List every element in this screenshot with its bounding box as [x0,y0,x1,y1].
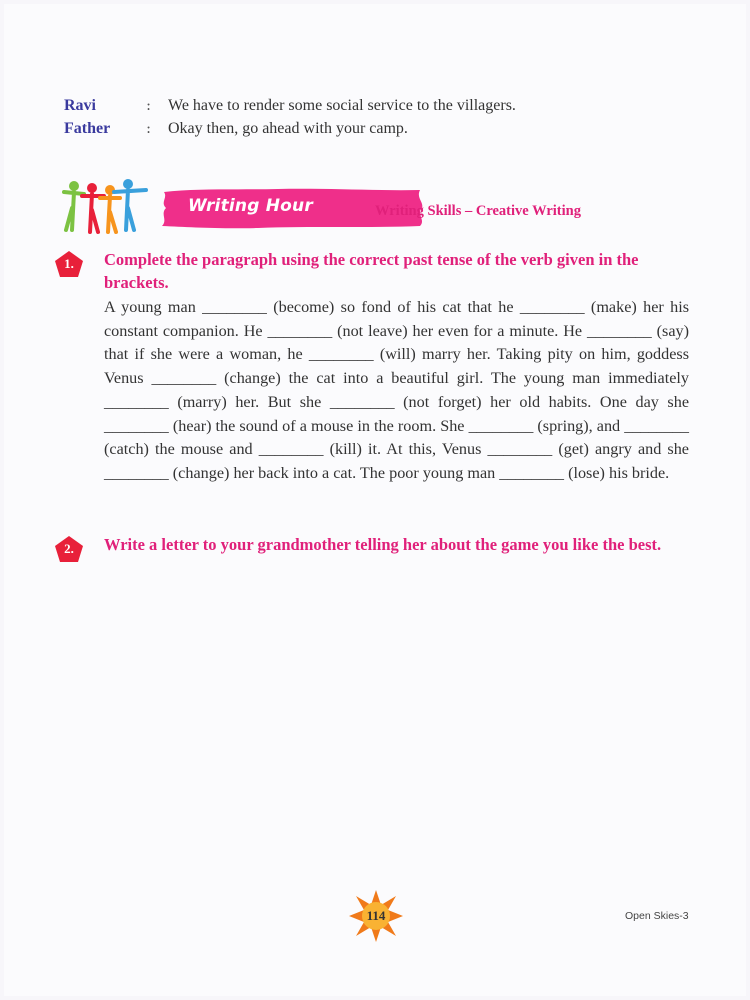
fill-in-paragraph: A young man ________ (become) so fond of his cat that he ________ (make) her his constant companion. He ________ (not leave) her even for a minute. He ________ (say) that if she were a woman, he ________ (will) marry her. Taking pity on him, goddess Venus ________ (change) the cat into a beautiful girl. The young man immediately ________ (marry) her. But she ________ (not forget) her old habits. One day she ________ (hear) the sound of a mouse in the room. She ________ (spring), and ________ (catch) the mouse and ________ (kill) it. At this, Venus ________ (get) angry and she ________ (change) her back into a cat. The poor young man ________ (lose) his bride. [104,298,689,482]
dialogue [64,94,516,140]
speaker-name: Ravi [64,97,96,114]
page-number: 114 [366,908,386,923]
question-number-badge [54,250,84,278]
banner-title: Writing Hour [188,196,313,216]
skills-subtitle: Writing Skills – Creative Writing [375,203,581,219]
colon: : [146,119,152,137]
question-number: 2. [64,541,74,556]
textbook-page [4,4,746,996]
dialogue-text: Okay then, go ahead with your camp. [168,120,408,137]
section-header [62,176,682,236]
dialogue-line [64,94,516,117]
children-group-icon [62,178,158,234]
dialogue-text: We have to render some social service to the villagers. [168,97,516,114]
question-number: 1. [64,256,74,271]
series-title: Open Skies-3 [625,910,689,922]
speaker-name: Father [64,120,111,137]
colon: : [146,96,152,114]
dialogue-line [64,117,516,140]
question-text: Complete the paragraph using the correct past tense of the verb given in the brackets. [104,250,639,292]
question-text: Write a letter to your grandmother telling her about the game you like the best. [104,535,662,554]
question-number-badge [54,535,84,563]
